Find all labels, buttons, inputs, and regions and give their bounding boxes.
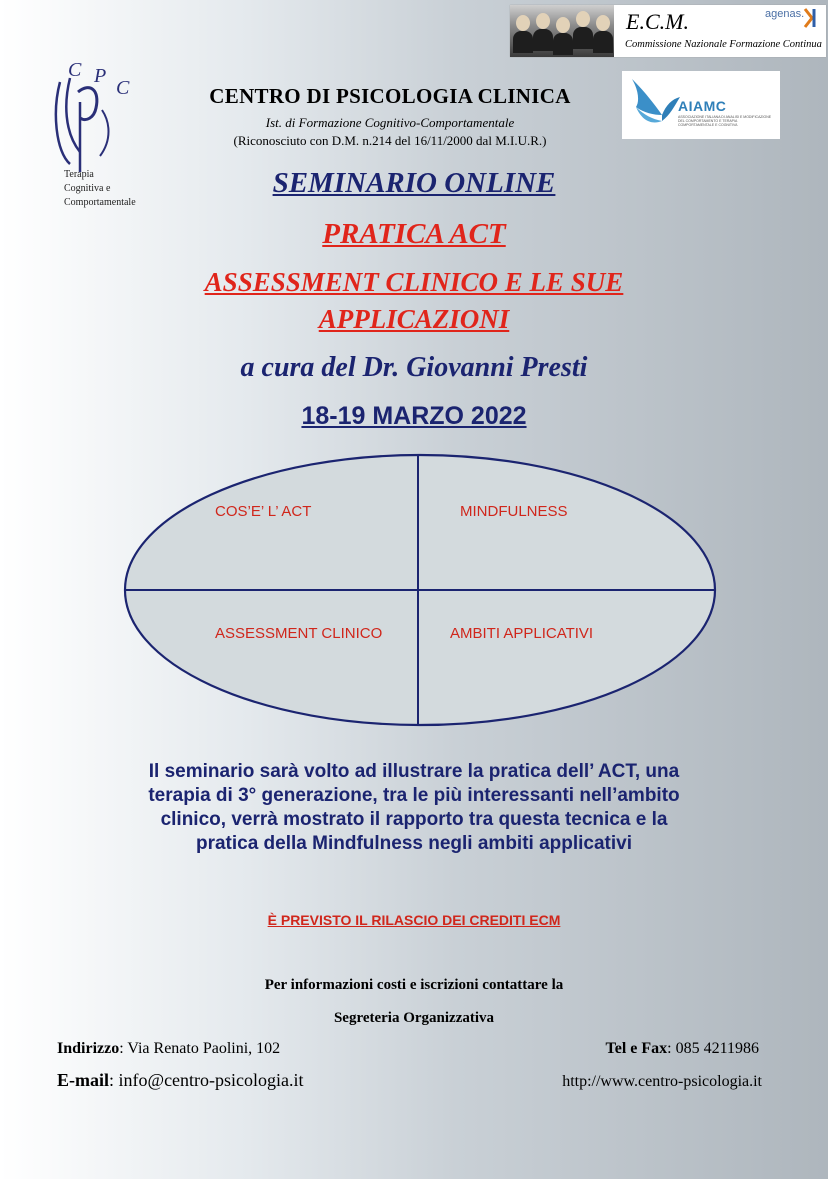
seminar-dates: 18-19 MARZO 2022 [301,402,527,430]
tel-value: : 085 4211986 [667,1040,759,1057]
address-label: Indirizzo [57,1040,120,1057]
svg-text:C: C [68,59,82,81]
svg-text:P: P [94,65,107,87]
svg-text:C: C [116,77,130,99]
ecm-credits-notice: È PREVISTO IL RILASCIO DEI CREDITI ECM [267,912,561,928]
ecm-painting-image [510,5,614,57]
ecm-subtitle: Commissione Nazionale Formazione Continua [625,39,822,50]
description-line: pratica della Mindfulness negli ambiti applicativi [195,833,633,854]
tel-fax [606,1040,759,1058]
website-link[interactable]: http://www.centro-psicologia.it [562,1073,762,1090]
topic-top-left: COS’E’ L’ ACT [215,503,312,520]
institute-line: Ist. di Formazione Cognitivo-Comportamentale [265,115,515,130]
topic-top-right: MINDFULNESS [460,503,568,520]
email-label: E-mail [57,1070,109,1090]
aiamc-name: AIAMC [678,98,727,114]
secretariat-label: Segreteria Organizzativa [333,1010,495,1026]
seminar-title: PRATICA ACT [322,218,506,250]
aiamc-logo [622,71,780,139]
email [57,1070,304,1091]
ellipse-shape [122,452,718,728]
description-line: terapia di 3° generazione, tra le più interessanti nell’ambito [148,785,680,806]
ecm-title: E.C.M. [626,9,689,34]
info-line: Per informazioni costi e iscrizioni contattare la [264,977,564,993]
seminar-type: SEMINARIO ONLINE [272,167,556,199]
agenas-logo-icon [802,7,822,29]
email-value[interactable]: : info@centro-psicologia.it [109,1070,304,1090]
aiamc-description: ASSOCIAZIONE ITALIANA DI ANALISI E MODIFICAZIONE DEL COMPORTAMENTO E TERAPIA COMPORTAMENTALE E COGNITIVA [678,115,772,128]
cpc-caption: Terapia Cognitiva e Comportamentale [64,169,136,208]
curator: a cura del Dr. Giovanni Presti [240,352,588,383]
agenas-logo-text: agenas. [765,8,805,20]
seminar-subtitle-line1: ASSESSMENT CLINICO E LE SUE [204,267,624,297]
address-value: : Via Renato Paolini, 102 [119,1040,281,1057]
cpc-psi-icon [50,52,145,172]
topic-bottom-left: ASSESSMENT CLINICO [215,625,383,642]
ecm-banner [510,5,826,57]
seminar-subtitle-line2: APPLICAZIONI [318,304,510,334]
topic-bottom-right: AMBITI APPLICATIVI [450,625,594,642]
description-line: Il seminario sarà volto ad illustrare la pratica dell’ ACT, una [148,761,680,782]
recognition-line: (Riconosciuto con D.M. n.214 del 16/11/2000 dal M.I.U.R.) [233,133,547,148]
address [57,1040,280,1058]
topics-ellipse-diagram [122,452,718,728]
description-line: clinico, verrà mostrato il rapporto tra questa tecnica e la [160,809,668,830]
seminar-description [60,760,768,856]
center-name: CENTRO DI PSICOLOGIA CLINICA [209,84,571,108]
tel-label: Tel e Fax [605,1040,668,1057]
